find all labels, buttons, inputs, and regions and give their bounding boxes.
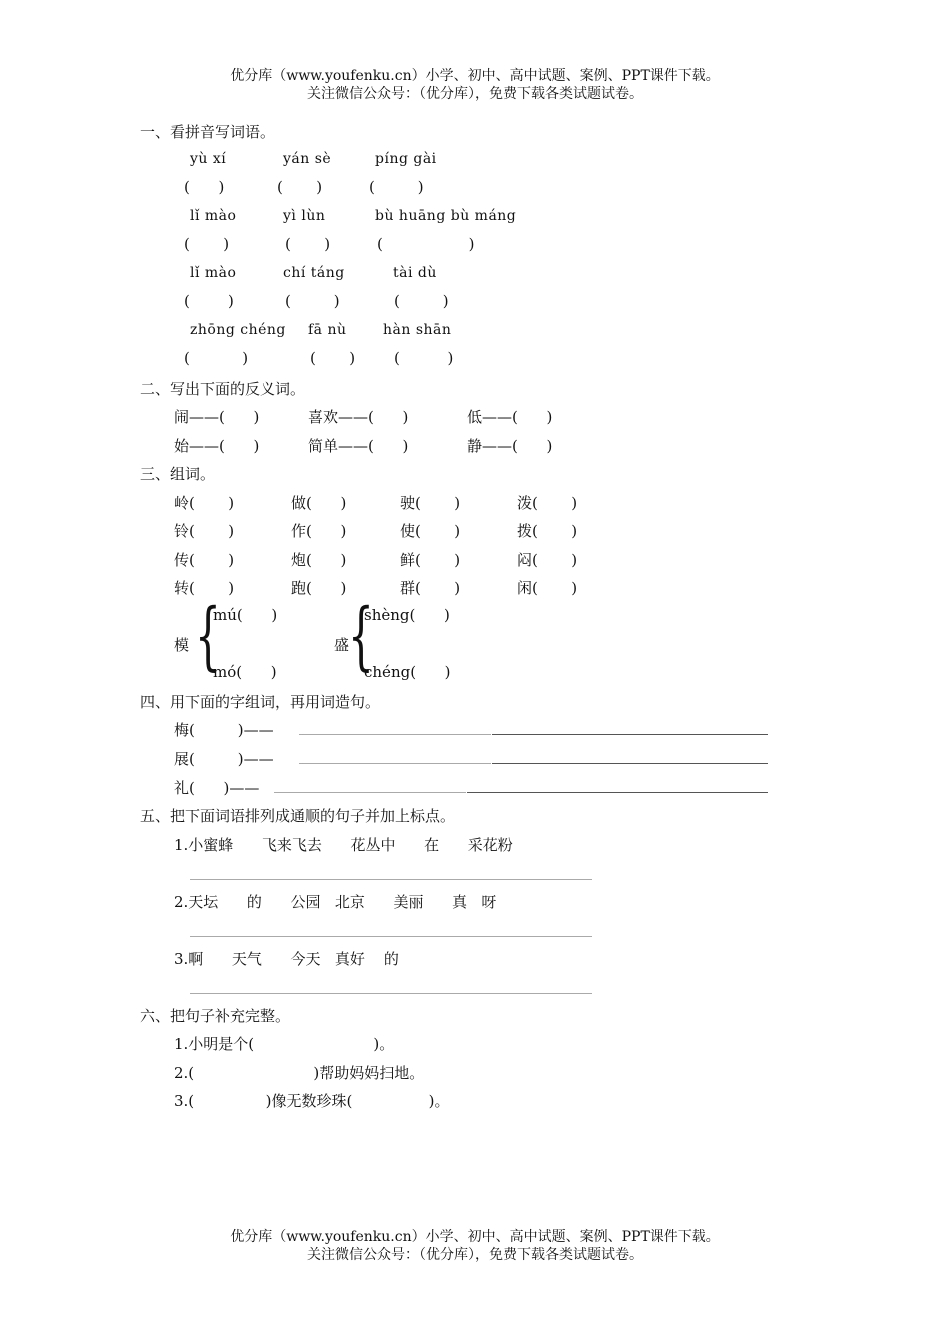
answer-bracket[interactable]: ( ) bbox=[285, 235, 331, 253]
section-2-title: 二、写出下面的反义词。 bbox=[140, 380, 306, 398]
header-line-2: 关注微信公众号：（优分库），免费下载各类试题试卷。 bbox=[307, 86, 643, 102]
complete-sentence-item[interactable]: 1.小明是个( )。 bbox=[174, 1035, 395, 1053]
reorder-item: 1.小蜜蜂 飞来飞去 花丛中 在 采花粉 bbox=[174, 836, 513, 854]
pinyin: hàn shān bbox=[383, 322, 452, 338]
word-group-item[interactable]: 跑( ) bbox=[291, 579, 347, 597]
pinyin: bù huāng bù máng bbox=[375, 208, 517, 224]
word-group-item[interactable]: 闷( ) bbox=[517, 551, 578, 569]
word-line[interactable] bbox=[274, 792, 466, 793]
word-line[interactable] bbox=[299, 763, 491, 764]
section-6-title: 六、把句子补充完整。 bbox=[140, 1007, 291, 1025]
word-sentence-item: 礼( )—— bbox=[174, 779, 260, 797]
antonym-item[interactable]: 简单——( ) bbox=[308, 437, 409, 455]
answer-bracket[interactable]: ( ) bbox=[184, 235, 230, 253]
curly-brace-icon: { bbox=[348, 593, 374, 679]
footer-line-2: 关注微信公众号：（优分库），免费下载各类试题试卷。 bbox=[307, 1247, 643, 1263]
word-group-item[interactable]: 泼( ) bbox=[517, 494, 578, 512]
pinyin: yì lùn bbox=[283, 208, 326, 224]
section-1-title: 一、看拼音写词语。 bbox=[140, 123, 276, 141]
pinyin: lǐ mào bbox=[190, 265, 237, 281]
header-line-1: 优分库（www.youfenku.cn）小学、初中、高中试题、案例、PPT课件下载。 bbox=[230, 68, 720, 84]
sentence-line[interactable] bbox=[492, 734, 768, 735]
answer-bracket[interactable]: ( ) bbox=[377, 235, 475, 253]
antonym-item[interactable]: 始——( ) bbox=[174, 437, 260, 455]
pinyin: tài dù bbox=[393, 265, 437, 281]
word-group-item[interactable]: 岭( ) bbox=[174, 494, 235, 512]
footer-line-1: 优分库（www.youfenku.cn）小学、初中、高中试题、案例、PPT课件下载。 bbox=[230, 1229, 720, 1245]
pinyin: yán sè bbox=[283, 151, 332, 167]
word-group-item[interactable]: 转( ) bbox=[174, 579, 235, 597]
answer-line[interactable] bbox=[190, 936, 592, 937]
complete-sentence-item[interactable]: 3.( )像无数珍珠( )。 bbox=[174, 1092, 450, 1110]
antonym-item[interactable]: 静——( ) bbox=[467, 437, 553, 455]
answer-line[interactable] bbox=[190, 879, 592, 880]
word-sentence-item: 展( )—— bbox=[174, 750, 274, 768]
word-group-item[interactable]: 铃( ) bbox=[174, 522, 235, 540]
polyphone-reading[interactable]: chéng( ) bbox=[364, 663, 451, 681]
answer-line[interactable] bbox=[190, 993, 592, 994]
pinyin: lǐ mào bbox=[190, 208, 237, 224]
word-group-item[interactable]: 驶( ) bbox=[400, 494, 461, 512]
antonym-item[interactable]: 低——( ) bbox=[467, 408, 553, 426]
word-group-item[interactable]: 作( ) bbox=[291, 522, 347, 540]
answer-bracket[interactable]: ( ) bbox=[184, 178, 225, 196]
section-4-title: 四、用下面的字组词，再用词造句。 bbox=[140, 693, 381, 711]
pinyin: chí táng bbox=[283, 265, 345, 281]
antonym-item[interactable]: 喜欢——( ) bbox=[308, 408, 409, 426]
section-3-title: 三、组词。 bbox=[140, 465, 216, 483]
word-group-item[interactable]: 传( ) bbox=[174, 551, 235, 569]
polyphone-reading[interactable]: mú( ) bbox=[213, 606, 278, 624]
word-line[interactable] bbox=[299, 734, 491, 735]
word-group-item[interactable]: 闲( ) bbox=[517, 579, 578, 597]
pinyin: yù xí bbox=[190, 151, 227, 167]
word-group-item[interactable]: 使( ) bbox=[400, 522, 461, 540]
pinyin: píng gài bbox=[375, 151, 437, 167]
polyphone-char: 盛 bbox=[334, 636, 350, 654]
answer-bracket[interactable]: ( ) bbox=[184, 349, 249, 367]
answer-bracket[interactable]: ( ) bbox=[285, 292, 340, 310]
sentence-line[interactable] bbox=[467, 792, 768, 793]
antonym-item[interactable]: 闹——( ) bbox=[174, 408, 260, 426]
word-group-item[interactable]: 炮( ) bbox=[291, 551, 347, 569]
word-group-item[interactable]: 鲜( ) bbox=[400, 551, 461, 569]
sentence-line[interactable] bbox=[492, 763, 768, 764]
answer-bracket[interactable]: ( ) bbox=[277, 178, 323, 196]
answer-bracket[interactable]: ( ) bbox=[184, 292, 234, 310]
reorder-item: 3.啊 天气 今天 真好 的 bbox=[174, 950, 399, 968]
word-group-item[interactable]: 拨( ) bbox=[517, 522, 578, 540]
word-sentence-item: 梅( )—— bbox=[174, 721, 274, 739]
reorder-item: 2.天坛 的 公园 北京 美丽 真 呀 bbox=[174, 893, 497, 911]
answer-bracket[interactable]: ( ) bbox=[369, 178, 424, 196]
word-group-item[interactable]: 做( ) bbox=[291, 494, 347, 512]
polyphone-reading[interactable]: shèng( ) bbox=[364, 606, 450, 624]
answer-bracket[interactable]: ( ) bbox=[394, 349, 454, 367]
answer-bracket[interactable]: ( ) bbox=[394, 292, 449, 310]
answer-bracket[interactable]: ( ) bbox=[310, 349, 356, 367]
polyphone-reading[interactable]: mó( ) bbox=[213, 663, 277, 681]
pinyin: zhōng chéng bbox=[190, 322, 286, 338]
pinyin: fā nù bbox=[308, 322, 347, 338]
section-5-title: 五、把下面词语排列成通顺的句子并加上标点。 bbox=[140, 807, 456, 825]
curly-brace-icon: { bbox=[195, 593, 221, 679]
word-group-item[interactable]: 群( ) bbox=[400, 579, 461, 597]
polyphone-char: 模 bbox=[174, 636, 190, 654]
complete-sentence-item[interactable]: 2.( )帮助妈妈扫地。 bbox=[174, 1064, 425, 1082]
